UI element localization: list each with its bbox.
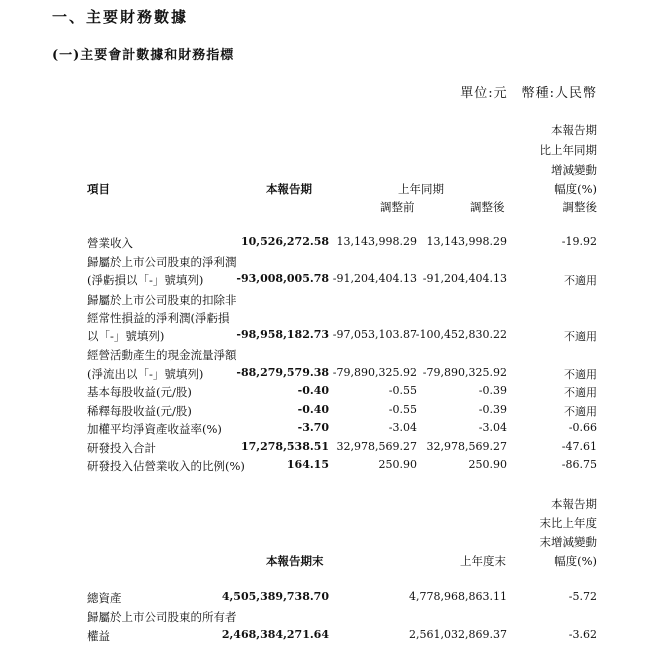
change-header-line: 末比上年度 (539, 516, 597, 530)
row-label: 研發投入合計 (87, 441, 156, 455)
change-header-line: 幅度(%) (554, 554, 597, 568)
prior-after-value: -0.39 (478, 384, 507, 397)
prior-before-value: -3.04 (388, 421, 417, 434)
row-label: 加權平均淨資產收益率(%) (87, 422, 222, 436)
unit-note: 單位:元 幣種:人民幣 (460, 86, 597, 101)
prior-before-value: 250.90 (378, 458, 417, 471)
current-value: -0.40 (297, 384, 329, 397)
change-adjusted-header: 調整後 (562, 200, 597, 214)
current-value: 164.15 (286, 458, 329, 471)
prior-before-value: 13,143,998.29 (336, 235, 417, 248)
row-label: 以「-」號填列) (87, 329, 165, 343)
prior-before-value: -0.55 (388, 384, 417, 397)
change-value: -47.61 (561, 440, 597, 453)
prior-before-value: -0.55 (388, 403, 417, 416)
prior-period-header: 上年同期 (398, 182, 444, 196)
row-label: (淨虧損以「-」號填列) (87, 273, 204, 287)
row-label: 歸屬於上市公司股東的淨利潤 (87, 255, 237, 269)
change-header-line: 本報告期 (551, 123, 597, 137)
current-value: 10,526,272.58 (240, 235, 329, 248)
change-value: 不適用 (564, 274, 597, 287)
current-value: 2,468,384,271.64 (221, 628, 329, 641)
prior-before-value: -97,053,103.87 (332, 328, 417, 341)
item-header: 項目 (87, 182, 110, 196)
change-header-line: 增減變動 (551, 163, 597, 177)
change-header-line: 本報告期 (551, 497, 597, 511)
prior-year-end-header: 上年度末 (460, 554, 506, 568)
row-label: 稀釋每股收益(元/股) (87, 404, 192, 418)
current-value: -98,958,182.73 (236, 328, 329, 341)
prior-after-value: -3.04 (478, 421, 507, 434)
prior-after-header: 調整後 (470, 200, 505, 214)
prior-after-value: 250.90 (468, 458, 507, 471)
change-value: -0.66 (568, 421, 597, 434)
row-label: 經營活動產生的現金流量淨額 (87, 348, 237, 362)
prior-after-value: -0.39 (478, 403, 507, 416)
change-header-line: 幅度(%) (554, 182, 597, 196)
change-value: 不適用 (564, 405, 597, 418)
current-value: 4,505,389,738.70 (221, 590, 329, 603)
prior-before-value: -79,890,325.92 (332, 366, 417, 379)
row-label: 基本每股收益(元/股) (87, 385, 192, 399)
prior-value: 4,778,968,863.11 (409, 590, 507, 603)
change-header-line: 比上年同期 (539, 143, 597, 157)
prior-after-value: -79,890,325.92 (422, 366, 507, 379)
current-period-end-header: 本報告期末 (266, 554, 324, 568)
change-value: -19.92 (561, 235, 597, 248)
prior-value: 2,561,032,869.37 (409, 628, 507, 641)
row-label: 歸屬於上市公司股東的所有者 (87, 610, 237, 624)
prior-after-value: 32,978,569.27 (426, 440, 507, 453)
row-label: 經常性損益的淨利潤(淨虧損 (87, 311, 230, 325)
prior-after-value: -100,452,830.22 (415, 328, 507, 341)
change-header-line: 末增減變動 (539, 535, 597, 549)
current-value: -93,008,005.78 (236, 272, 329, 285)
section-title: 一、主要財務數據 (52, 8, 189, 26)
change-value: -3.62 (568, 628, 597, 641)
row-label: 歸屬於上市公司股東的扣除非 (87, 293, 237, 307)
prior-before-value: -91,204,404.13 (332, 272, 417, 285)
prior-before-header: 調整前 (380, 200, 415, 214)
row-label: 研發投入佔營業收入的比例(%) (87, 459, 245, 473)
current-value: -88,279,579.38 (236, 366, 329, 379)
prior-before-value: 32,978,569.27 (336, 440, 417, 453)
row-label: 總資產 (87, 591, 122, 605)
prior-after-value: 13,143,998.29 (426, 235, 507, 248)
current-value: 17,278,538.51 (240, 440, 329, 453)
row-label: (淨流出以「-」號填列) (87, 367, 204, 381)
row-label: 權益 (87, 629, 110, 643)
prior-after-value: -91,204,404.13 (422, 272, 507, 285)
change-value: -5.72 (568, 590, 597, 603)
change-value: 不適用 (564, 368, 597, 381)
change-value: -86.75 (561, 458, 597, 471)
row-label: 營業收入 (87, 236, 133, 250)
change-value: 不適用 (564, 330, 597, 343)
change-value: 不適用 (564, 386, 597, 399)
current-value: -3.70 (297, 421, 329, 434)
current-value: -0.40 (297, 403, 329, 416)
subsection-title: (一)主要會計數據和財務指標 (52, 48, 235, 63)
current-period-header: 本報告期 (266, 182, 312, 196)
